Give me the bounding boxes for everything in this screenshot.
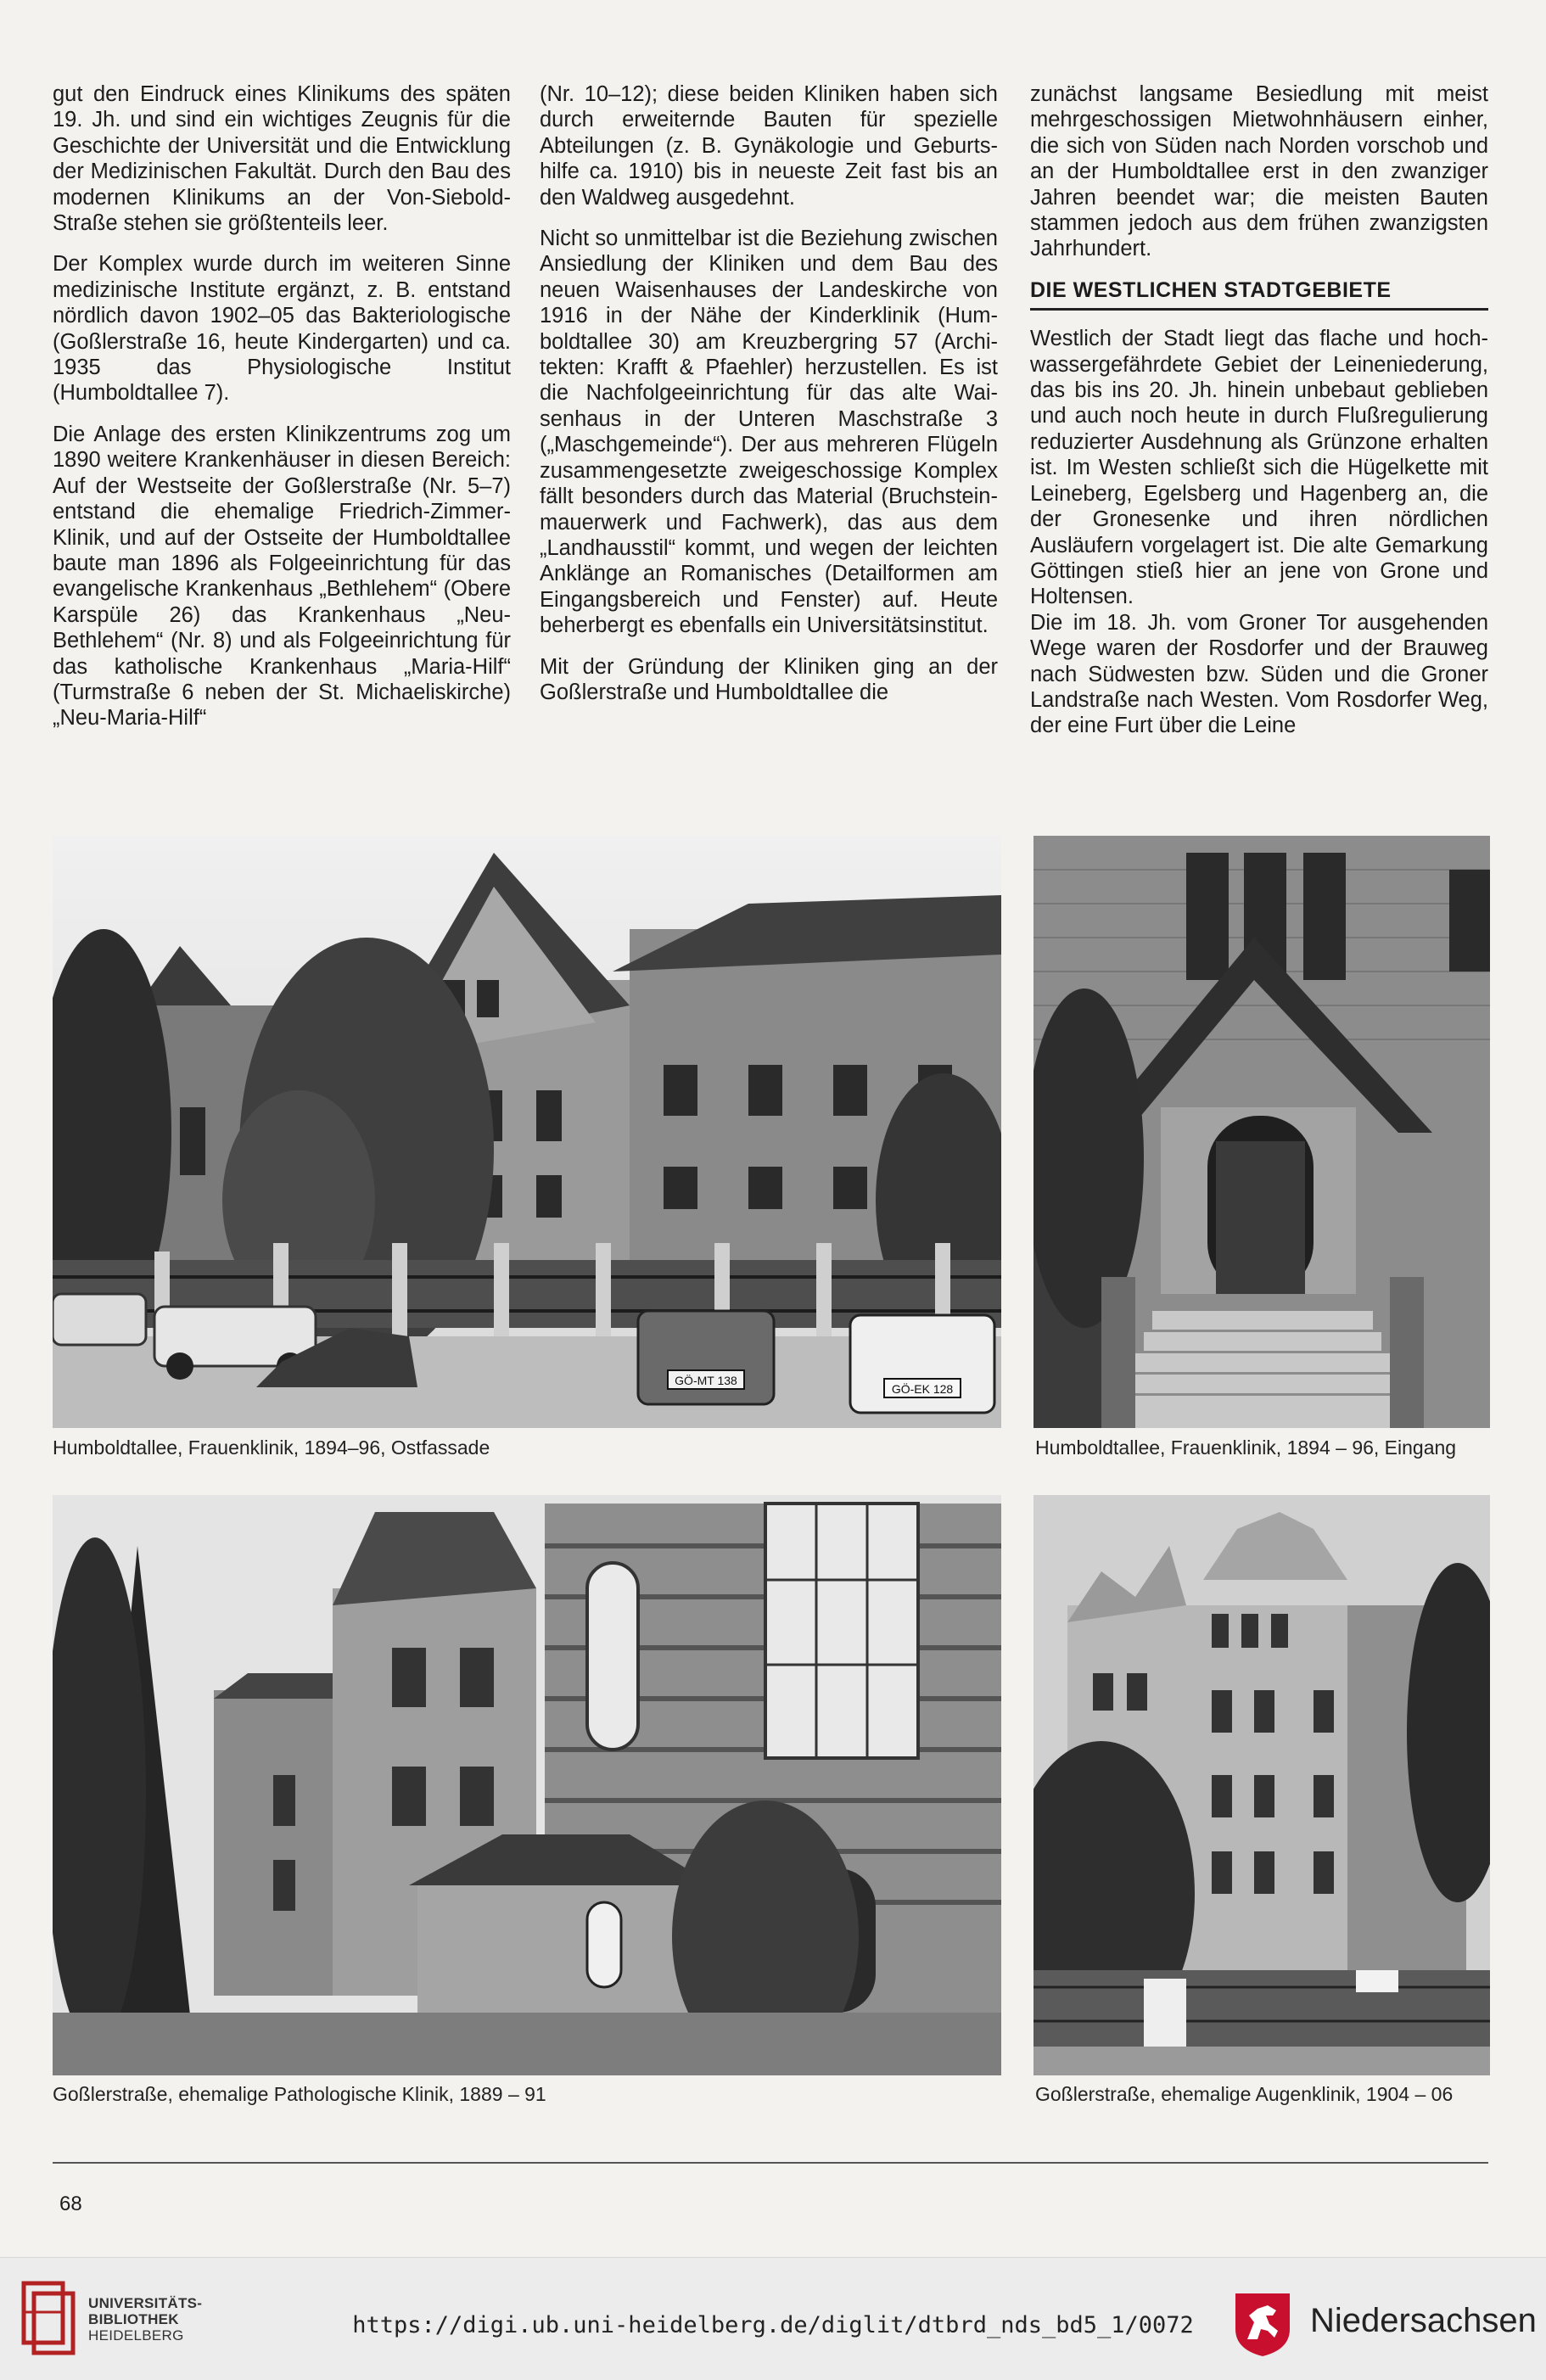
- photo-caption: Goßlerstraße, ehemalige Pathologische Klinik, 1889 – 91: [53, 2083, 546, 2105]
- document-url[interactable]: https://digi.ub.uni-heidelberg.de/diglit/dtbrd_nds_bd5_1/0072: [352, 2312, 1194, 2338]
- paragraph: Mit der Gründung der Kliniken ging an der Goßlerstraße und Humboldtallee die: [540, 654, 998, 704]
- paragraph: (Nr. 10–12); diese beiden Kliniken haben sich durch erweiternde Bauten für spezielle Abteilungen (z. B. Gynäkologie und Geburtshilfe ca. 1910) bis in neueste Zeit fast bis an den Waldweg ausgedehnt.: [540, 82, 998, 210]
- paragraph: Die Anlage des ersten Klinikzentrums zog um 1890 weitere Krankenhäuser in diesen Bereich: Auf der Westseite der Goßlerstraße (Nr. 5–7) entstand die ehemalige Friedrich-Zimmer-Klinik, und auf der Ostseite der Humboldtallee baute man 1896 als Folgeeinrichtung für das evangelische Krankenhaus „Bethlehem“ (Obere Karspüle 26) das Krankenhaus „Neu-Bethlehem“ (Nr. 8) und als Folgeeinrichtung für das katholische Krankenhaus „Maria-Hilf“ (Turmstraße 6 neben der St. Michaeliskirche) „Neu-Maria-Hilf“: [53, 422, 511, 731]
- region-name: Niedersachsen: [1310, 2302, 1537, 2339]
- photo-frauenklinik-ostfassade: [53, 836, 1001, 1428]
- text-column-1: [53, 81, 511, 747]
- photo-caption: Humboldtallee, Frauenklinik, 1894 – 96, Eingang: [1035, 1436, 1457, 1459]
- paragraph: Die im 18. Jh. vom Groner Tor ausgehenden Wege waren der Rosdorfer und der Brauweg nach Südwesten bzw. Süden und die Groner Landstraße nach Westen. Vom Rosdorfer Weg, der eine Furt über die Leine: [1030, 610, 1488, 738]
- photo-caption: Goßlerstraße, ehemalige Augenklinik, 1904 – 06: [1035, 2083, 1454, 2105]
- page-rule: [53, 2162, 1488, 2164]
- license-plate-a: GÖ-MT 138: [675, 1374, 737, 1387]
- section-heading: DIE WESTLICHEN STADTGEBIETE: [1030, 277, 1488, 311]
- paragraph: Nicht so unmittelbar ist die Beziehung zwischen Ansiedlung der Kliniken und dem Bau des neuen Waisenhauses der Landeskirche von 1916 in der Nähe der Kinderklinik (Humboldtallee 30) am Kreuzbergring 57 (Architekten: Krafft & Pfaehler) herzustellen. Es ist die Nachfolgeeinrichtung für das alte Waisenhaus in der Unteren Maschstraße 3 („Maschgemeinde“). Der aus mehreren Flügeln zusammengesetzte zweigeschossige Komplex fällt besonders durch das Material (Bruchsteinmauerwerk und Fachwerk), das aus dem „Landhausstil“ kommt, und wegen der leichten Anklänge an Romanisches (Detailformen am Eingangsbereich und Fenster) auf. Heute beherbergt es ebenfalls ein Universitätsinstitut.: [540, 227, 998, 638]
- text-column-2: [540, 81, 998, 720]
- niedersachsen-horse-icon: [1232, 2290, 1293, 2358]
- paragraph: gut den Eindruck eines Klinikums des späten 19. Jh. und sind ein wichtiges Zeugnis für die Geschichte der Universität und die Entwicklung der Medizinischen Fakultät. Durch den Bau des modernen Klinikums an der Von-Siebold-Straße stehen sie größtenteils leer.: [53, 82, 511, 236]
- paragraph: zunächst langsame Besiedlung mit meist mehrgeschossigen Mietwohnhäusern einher, die sich von Süden nach Norden vorschob und an der Humboldtallee erst in den zwanziger Jahren beendet war; die meisten Bauten stammen jedoch aus dem frühen zwanzigsten Jahrhundert.: [1030, 82, 1488, 261]
- paragraph: Der Komplex wurde durch im weiteren Sinne medizinische Institute ergänzt, z. B. entstand nördlich davon 1902–05 das Bakteriologische (Goßlerstraße 16, heute Kindergarten) und ca. 1935 das Physiologische Institut (Humboldtallee 7).: [53, 252, 511, 406]
- license-plate-b: GÖ-EK 128: [891, 1382, 954, 1396]
- photo-augenklinik: [1033, 1495, 1490, 2075]
- photo-frauenklinik-eingang: [1033, 836, 1490, 1428]
- paragraph: Westlich der Stadt liegt das flache und hochwassergefährdete Gebiet der Leineniederung, das bis ins 20. Jh. hinein unbebaut geblieben und auch noch heute in durch Flußregulierung reduzierter Ausdehnung als Grünzone erhalten ist. Im Westen schließt sich die Hügelkette mit Leineberg, Egelsberg und Hagenberg an, die der Gronesenke und ihren nördlichen Ausläufern vorgelagert ist. Die alte Gemarkung Göttingen stieß hier an jene von Grone und Holtensen.: [1030, 327, 1488, 609]
- photo-pathologische-klinik: [53, 1495, 1001, 2075]
- text-column-3: [1030, 81, 1488, 754]
- library-name: UNIVERSITÄTS- BIBLIOTHEK HEIDELBERG: [88, 2295, 203, 2344]
- viewer-footer: [0, 2257, 1546, 2380]
- photo-caption: Humboldtallee, Frauenklinik, 1894–96, Ostfassade: [53, 1436, 490, 1459]
- page-number: 68: [59, 2192, 82, 2215]
